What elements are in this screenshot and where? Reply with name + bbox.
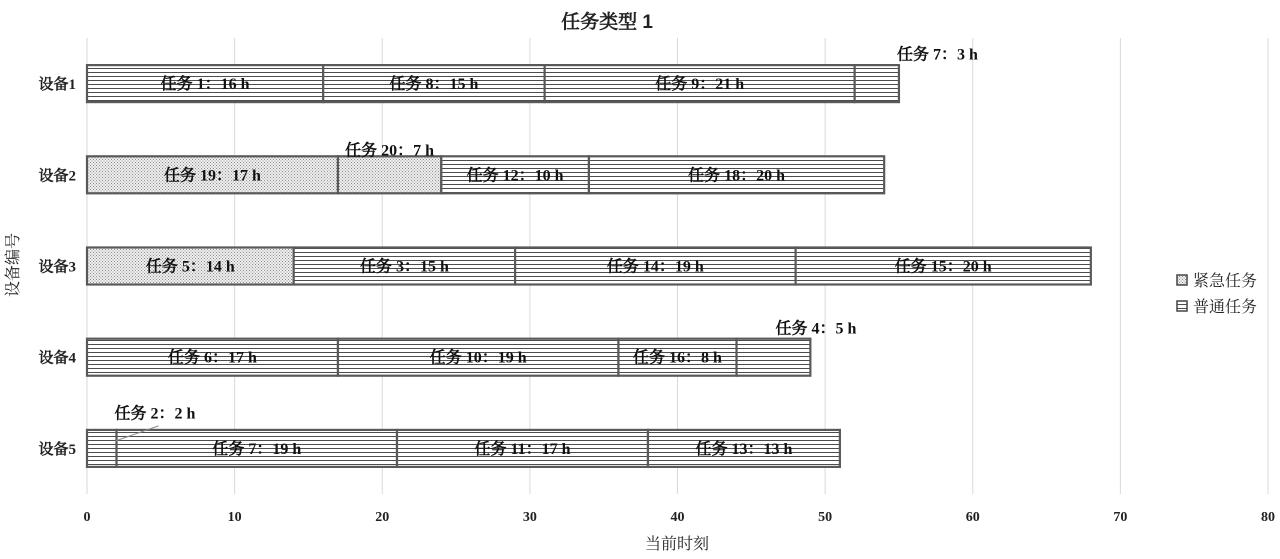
bar-label: 任务 1：16 h	[160, 76, 250, 94]
bar-label: 任务 7：19 h	[212, 440, 302, 458]
bar-label: 任务 6：17 h	[168, 349, 257, 367]
legend	[1177, 272, 1257, 316]
y-axis-categories	[38, 75, 76, 458]
chart-title: 任务类型 1	[561, 12, 653, 33]
bar-segment-urgent	[338, 156, 441, 193]
bar-label: 任务 12：10 h	[466, 167, 564, 185]
legend-item-normal	[1177, 298, 1257, 316]
bar-label: 任务 9：21 h	[655, 76, 745, 94]
y-category-label: 设备2	[38, 168, 76, 185]
x-axis-ticks	[84, 510, 1276, 525]
x-tick-label: 60	[965, 510, 980, 525]
bar-label: 任务 13：13 h	[695, 440, 793, 458]
bar-label: 任务 18：20 h	[688, 167, 786, 185]
x-tick-label: 80	[1261, 510, 1275, 525]
y-category-label: 设备5	[38, 441, 76, 458]
x-tick-label: 20	[375, 510, 390, 525]
bar-label: 任务 19：17 h	[164, 167, 261, 185]
bar-label: 任务 16：8 h	[633, 349, 722, 367]
legend-swatch-urgent	[1177, 275, 1187, 285]
legend-label-urgent: 紧急任务	[1193, 273, 1258, 290]
legend-label-normal: 普通任务	[1193, 299, 1258, 316]
x-axis-title: 当前时刻	[644, 536, 710, 553]
y-category-label: 设备1	[38, 77, 76, 94]
x-tick-label: 40	[670, 510, 685, 525]
x-tick-label: 70	[1113, 510, 1128, 525]
bar-label: 任务 10：19 h	[429, 349, 527, 367]
legend-swatch-normal	[1177, 301, 1187, 311]
bar-label-outside: 任务 2：2 h	[114, 405, 196, 423]
bar-label: 任务 11：17 h	[474, 440, 571, 458]
bar-label-outside: 任务 7：3 h	[896, 46, 978, 64]
x-tick-label: 10	[227, 510, 242, 525]
y-axis-title: 设备编号	[5, 232, 22, 298]
x-tick-label: 30	[522, 510, 537, 525]
y-category-label: 设备3	[38, 259, 76, 276]
x-tick-label: 50	[818, 510, 833, 525]
y-category-label: 设备4	[38, 350, 76, 367]
bar-label: 任务 15：20 h	[894, 258, 992, 276]
bar-label: 任务 14：19 h	[606, 258, 704, 276]
bar-label-outside: 任务 20：7 h	[345, 142, 435, 160]
legend-item-urgent	[1177, 272, 1257, 290]
bar-segment-normal	[87, 430, 117, 467]
bar-label-outside: 任务 4：5 h	[775, 320, 857, 338]
bar-segment-normal	[855, 65, 899, 102]
bar-label: 任务 5：14 h	[145, 258, 235, 276]
x-tick-label: 0	[83, 510, 91, 525]
bar-label: 任务 8：15 h	[389, 76, 479, 94]
bar-segment-normal	[737, 339, 811, 376]
bar-label: 任务 3：15 h	[359, 258, 449, 276]
